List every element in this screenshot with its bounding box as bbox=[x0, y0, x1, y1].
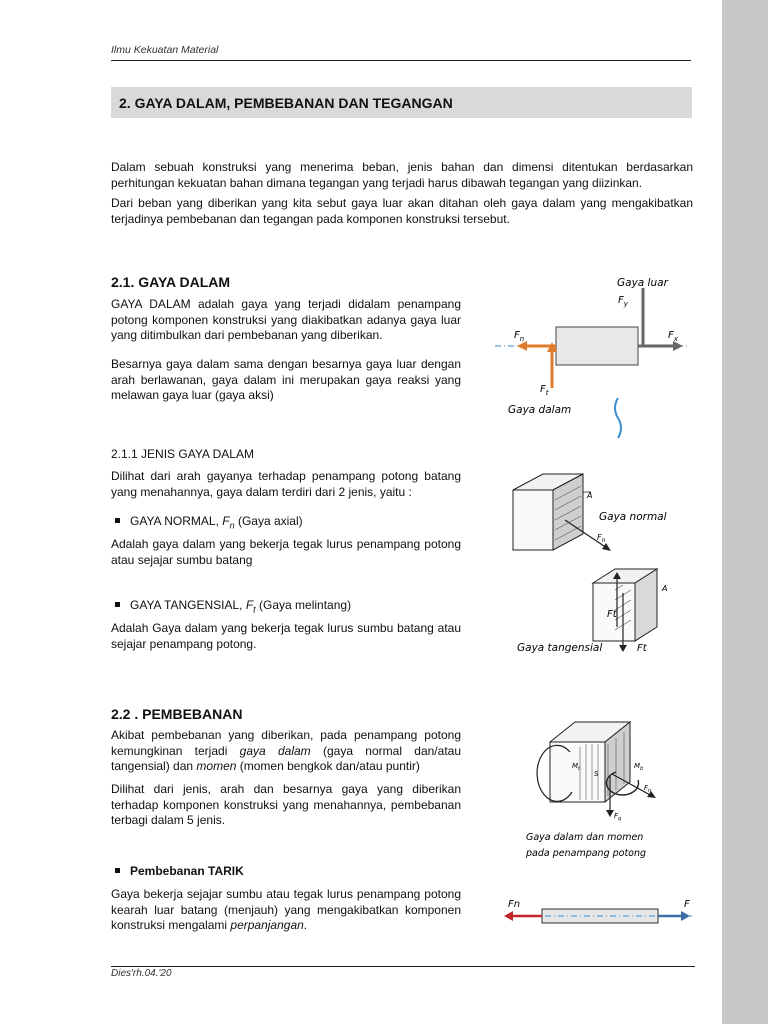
tarik-text-a: Gaya bekerja sejajar sumbu atau tegak lurus penampang potong kearah luar batang (menjauh) yang mengakibatkan komponen konstruksi mengalami bbox=[111, 887, 461, 932]
cube-front bbox=[513, 490, 553, 550]
section-2-2-paragraph-2: Dilihat dari jenis, arah dan besarnya gaya yang diberikan terhadap komponen konstruksi yang menahannya, pembebanan terbagi dalam 5 jenis. bbox=[111, 782, 461, 827]
gaya-normal-description: Adalah gaya dalam yang bekerja tegak lurus penampang potong atau sejajar sumbu batang bbox=[111, 537, 461, 567]
figure-caption-line-2: pada penampang potong bbox=[526, 848, 647, 859]
pembebanan-text-c: (momen bengkok dan/atau puntir) bbox=[236, 759, 420, 773]
gaya-tangensial-suffix: (Gaya melintang) bbox=[255, 598, 352, 612]
fy-label: $F_y$ bbox=[618, 295, 628, 308]
pembebanan-text-b: (gaya normal dan/atau tangensial) dan bbox=[111, 743, 461, 773]
beam-section bbox=[556, 327, 638, 365]
bullet-marker bbox=[115, 602, 120, 607]
figure-gaya-normal bbox=[505, 470, 695, 565]
fn-arrow-head bbox=[504, 911, 513, 921]
gaya-tangensial-description: Adalah Gaya dalam yang bekerja tegak lurus sumbu batang atau sejajar penampang potong. bbox=[111, 621, 461, 651]
gaya-dalam-label: Gaya dalam bbox=[508, 404, 572, 416]
gaya-tangensial-prefix: GAYA TANGENSIAL, bbox=[130, 598, 246, 612]
gaya-normal-label: Gaya normal bbox=[599, 511, 667, 523]
pembebanan-tarik-label: Pembebanan TARIK bbox=[130, 864, 244, 878]
a-label: A bbox=[587, 491, 593, 500]
page-side-margin bbox=[722, 0, 768, 1024]
gaya-normal-subscript: n bbox=[229, 520, 235, 531]
pembebanan-em-momen: momen bbox=[196, 759, 237, 773]
bullet-pembebanan-tarik bbox=[111, 864, 244, 878]
ft-arrow-right-head bbox=[619, 645, 627, 652]
bullet-gaya-tangensial bbox=[111, 598, 351, 614]
ft-label: $F_t$ bbox=[540, 384, 549, 397]
section-2-2-title: 2.2 . PEMBEBANAN bbox=[111, 706, 243, 722]
bullet-gaya-normal bbox=[111, 514, 303, 530]
f-arrow-head bbox=[681, 911, 690, 921]
gaya-tangensial-subscript: t bbox=[253, 604, 256, 615]
fq-label: $F_q$ bbox=[614, 812, 622, 822]
figure-caption-line-1: Gaya dalam dan momen bbox=[526, 832, 644, 843]
gaya-luar-label: Gaya luar bbox=[617, 277, 668, 289]
fn-arrow-head bbox=[602, 543, 611, 551]
figure-gaya-tangensial bbox=[505, 565, 695, 660]
section-2-1-1-title: 2.1.1 JENIS GAYA DALAM bbox=[111, 447, 254, 461]
bullet-marker bbox=[115, 868, 120, 873]
ft-label-right: Ft bbox=[637, 643, 647, 654]
a-label: A bbox=[662, 584, 668, 593]
section-2-1-1-paragraph: Dilihat dari arah gayanya terhadap penampang potong batang yang menahannya, gaya dalam terdiri dari 2 jenis, yaitu : bbox=[111, 469, 461, 499]
fn-label: $F_n$ bbox=[597, 533, 606, 544]
gaya-normal-suffix: (Gaya axial) bbox=[234, 514, 303, 528]
fn-label: $F_n$ bbox=[644, 784, 652, 794]
chapter-title: 2. GAYA DALAM, PEMBEBANAN DAN TEGANGAN bbox=[111, 87, 692, 118]
figure-pembebanan-tarik bbox=[500, 895, 700, 935]
figure-gaya-dalam-momen bbox=[520, 712, 690, 862]
s-label: S bbox=[594, 770, 599, 778]
mt-label: $M_t$ bbox=[572, 762, 581, 772]
bullet-marker bbox=[115, 518, 120, 523]
intro-paragraph-2: Dari beban yang diberikan yang kita sebut gaya luar akan ditahan oleh gaya dalam yang mengakibatkan terjadinya pembebanan dan tegangan pada komponen konstruksi tersebut. bbox=[111, 196, 693, 226]
running-header: Ilmu Kekuatan Material bbox=[111, 44, 219, 56]
tarik-em-perpanjangan: perpanjangan bbox=[230, 918, 304, 932]
break-line bbox=[615, 398, 621, 438]
section-2-2-paragraph-1 bbox=[111, 728, 461, 775]
figure-gaya-dalam-luar bbox=[490, 270, 700, 450]
pembebanan-em-gaya-dalam: gaya dalam bbox=[239, 743, 311, 758]
section-2-1-paragraph-2: Besarnya gaya dalam sama dengan besarnya gaya luar dengan arah berlawanan, gaya dalam ini merupakan gaya reaksi yang melawan gaya luar (gaya aksi) bbox=[111, 357, 461, 402]
mb-label: $M_b$ bbox=[634, 762, 644, 772]
gaya-normal-prefix: GAYA NORMAL, bbox=[130, 514, 223, 528]
header-rule bbox=[111, 60, 691, 61]
footer-rule bbox=[111, 966, 695, 967]
footer-text: Dies'rh.04.'20 bbox=[111, 968, 172, 979]
fn-label: Fn bbox=[508, 899, 521, 910]
f-label: F bbox=[684, 899, 690, 910]
section-2-1-paragraph-1: GAYA DALAM adalah gaya yang terjadi didalam penampang potong komponen konstruksi yang diakibatkan adanya gaya luar yang ditimbulkan dari pembebanan yang diberikan. bbox=[111, 297, 461, 342]
gaya-normal-symbol: F bbox=[222, 514, 230, 528]
gaya-tangensial-label: Gaya tangensial bbox=[517, 642, 603, 654]
tarik-text-b: . bbox=[303, 918, 308, 932]
pembebanan-text-a: Akibat pembebanan yang diberikan, pada penampang potong kemungkinan terjadi bbox=[111, 728, 461, 758]
fx-label: $F_x$ bbox=[668, 330, 678, 343]
fq-arrow-head bbox=[606, 810, 614, 817]
section-2-1-title: 2.1. GAYA DALAM bbox=[111, 274, 231, 290]
intro-paragraph-1: Dalam sebuah konstruksi yang menerima beban, jenis bahan dan dimensi ditentukan berdasarkan perhitungan kekuatan bahan dimana tegangan yang terjadi harus dibawah tegangan yang diizinkan. bbox=[111, 160, 693, 190]
ft-label-left: Ft bbox=[607, 609, 617, 620]
fn-label: $F_n$ bbox=[514, 330, 525, 343]
gaya-tangensial-symbol: F bbox=[245, 598, 254, 612]
pembebanan-tarik-description bbox=[111, 887, 461, 934]
